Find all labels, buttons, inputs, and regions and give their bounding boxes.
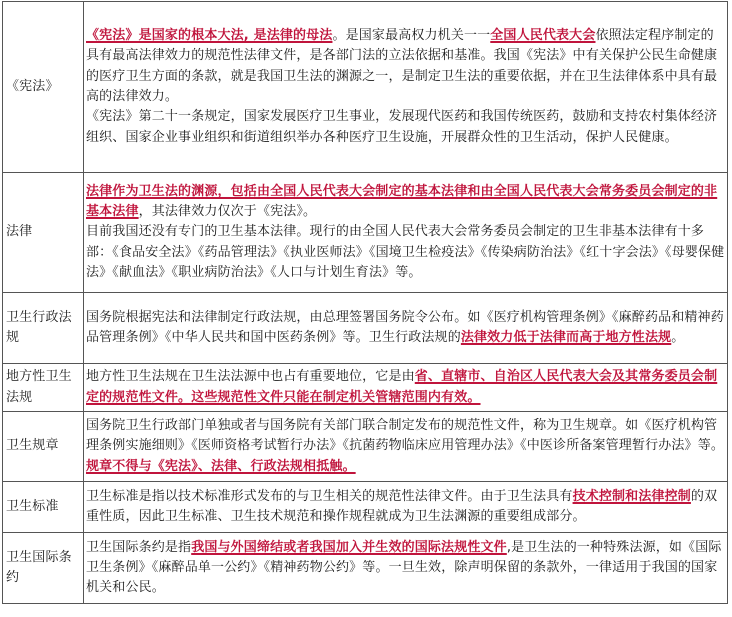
body-text: 卫生国际条约是指 [86, 539, 192, 555]
row-label: 地方性卫生法规 [3, 364, 84, 412]
body-text: 国务院根据宪法和法律制定行政法规，由总理签署国务院令公布。如《医疗机构管理条例》《麻醉药品和精神药品管理条例》《中华人民共和国中医药条例》等。卫生行政法规的 [86, 309, 724, 345]
body-text: 。 [671, 330, 685, 345]
row-content [84, 364, 728, 412]
content-paragraph [86, 26, 725, 107]
highlighted-text: 我国与外国缔结或者我国加入并生效的国际法规性文件 [191, 539, 507, 555]
health-law-sources-table [2, 1, 728, 604]
row-label: 《宪法》 [3, 2, 84, 173]
body-text: ，其法律效力仅次于《宪法》。 [138, 204, 317, 220]
highlighted-text: 规章不得与《宪法》、法律、行政法规相抵触。 [86, 458, 356, 474]
body-text: 地方性卫生法规在卫生法法源中也占有重要地位，它是由 [86, 369, 415, 385]
row-content [84, 482, 728, 533]
table-row [3, 412, 728, 482]
body-text: 的双重性质，因此卫生标准、卫生技术规范和操作规程就成为卫生法渊源的重要组成部分。 [86, 488, 718, 524]
content-paragraph [86, 182, 725, 223]
content-paragraph [86, 308, 725, 349]
table-row [3, 533, 728, 604]
body-text: 目前我国还没有专门的卫生基本法律。现行的由全国人民代表大会常务委员会制定的卫生非基本法律有十多部：《食品安全法》《药品管理法》《执业医师法》《国境卫生检疫法》《传染病防治法》《红十字会法》《母婴保健法》《献血法》《职业病防治法》《人口与计划生育法》等。 [86, 224, 725, 280]
row-label: 卫生规章 [3, 412, 84, 482]
body-text: 。是国家最高权力机关一一 [332, 28, 491, 44]
body-text: 《宪法》第二十一条规定，国家发展医疗卫生事业，发展现代医药和我国传统医药，鼓励和支持农村集体经济组织、国家企业事业组织和街道组织举办各种医疗卫生设施，开展群众性的卫生活动，保护人民健康。 [86, 109, 718, 145]
row-content [84, 412, 728, 482]
table-row [3, 482, 728, 533]
row-content [84, 173, 728, 293]
body-text: ,是卫生法的一种特殊法源，如《国际卫生条例》《麻醉品单一公约》《精神药物公约》等。一旦生效，除声明保留的条款外，一律适用于我国的国家机关和公民。 [86, 539, 722, 596]
table-row [3, 173, 728, 293]
content-paragraph [86, 367, 725, 408]
highlighted-text: 技术控制和法律控制 [572, 488, 691, 504]
row-content [84, 533, 728, 604]
content-paragraph [86, 222, 725, 283]
body-text: 依照法定程序制定的具有最高法律效力的规范性法律文件，是各部门法的立法依据和基准。我国《宪法》中有关保护公民生命健康的医疗卫生方面的条款，就是我国卫生法的渊源之一，是制定卫生法的重要依据，并在卫生法律体系中具有最高的法律效力。 [86, 28, 718, 104]
row-label: 卫生标准 [3, 482, 84, 533]
row-content [84, 2, 728, 173]
body-text: 国务院卫生行政部门单独或者与国务院有关部门联合制定发布的规范性文件，称为卫生规章。如《医疗机构管理条例实施细则》《医师资格考试暂行办法》《抗菌药物临床应用管理办法》《中医诊所备案管理暂行办法》等。 [86, 418, 725, 454]
table-row [3, 293, 728, 364]
content-paragraph [86, 416, 725, 477]
row-label: 卫生国际条约 [3, 533, 84, 604]
row-label: 卫生行政法规 [3, 293, 84, 364]
highlighted-text: 全国人民代表大会 [490, 28, 596, 44]
highlighted-text: 省、直辖市、自治区人民代表大会及其常务委员会制定的规范性文件。这些规范性文件只能在制定机关管辖范围内有效。 [86, 369, 718, 405]
highlighted-text: 法律作为卫生法的渊源，包括由全国人民代表大会制定的基本法律和由全国人民代表大会常务委员会制定的非基本法律 [86, 183, 718, 220]
highlighted-text: 法律效力低于法律而高于地方性法规 [460, 330, 672, 345]
content-paragraph [86, 107, 725, 148]
highlighted-text: 《宪法》是国家的根本大法, 是法律的母法 [86, 28, 333, 44]
table-row [3, 2, 728, 173]
row-content [84, 293, 728, 364]
table-row [3, 364, 728, 412]
row-label: 法律 [3, 173, 84, 293]
content-paragraph [86, 538, 725, 599]
body-text: 卫生标准是指以技术标准形式发布的与卫生相关的规范性法律文件。由于卫生法具有 [86, 488, 573, 504]
content-paragraph [86, 487, 725, 528]
